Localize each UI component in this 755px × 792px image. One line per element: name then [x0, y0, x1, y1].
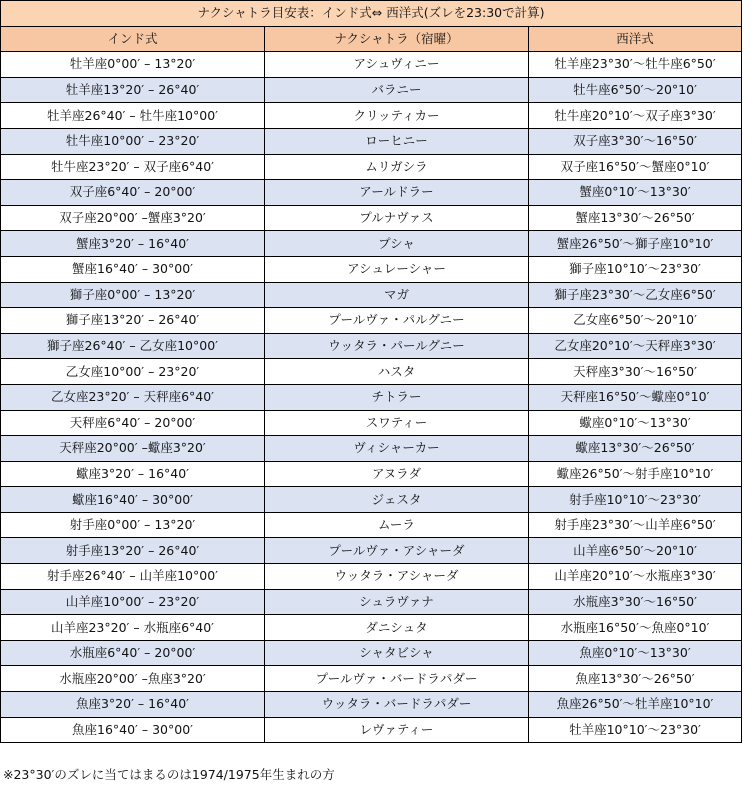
cell-indian: 魚座3°20′ – 16°40′ — [1, 692, 265, 718]
cell-western: 牡羊座10°10′～23°30′ — [529, 717, 742, 743]
cell-western: 牡羊座23°30′～牡牛座6°50′ — [529, 52, 742, 78]
header-row — [1, 26, 742, 52]
cell-indian: 獅子座13°20′ – 26°40′ — [1, 308, 265, 334]
cell-nakshatra: レヴァティー — [265, 717, 529, 743]
cell-nakshatra: ムーラ — [265, 512, 529, 538]
cell-western: 牡牛座20°10′～双子座3°30′ — [529, 103, 742, 129]
cell-nakshatra: プシャ — [265, 231, 529, 257]
cell-western: 魚座26°50′～牡羊座10°10′ — [529, 692, 742, 718]
table-row — [1, 52, 742, 78]
table-row — [1, 410, 742, 436]
cell-western: 獅子座23°30′～乙女座6°50′ — [529, 282, 742, 308]
cell-western: 蠍座0°10′～13°30′ — [529, 410, 742, 436]
cell-nakshatra: スワティー — [265, 410, 529, 436]
table-row — [1, 717, 742, 743]
cell-nakshatra: ウッタラ・アシャーダ — [265, 564, 529, 590]
cell-indian: 牡羊座26°40′ – 牡牛座10°00′ — [1, 103, 265, 129]
cell-nakshatra: チトラー — [265, 384, 529, 410]
cell-indian: 双子座20°00′ –蟹座3°20′ — [1, 205, 265, 231]
cell-nakshatra: アシュレーシャー — [265, 256, 529, 282]
table-row — [1, 308, 742, 334]
cell-western: 双子座16°50′～蟹座0°10′ — [529, 154, 742, 180]
table-row — [1, 640, 742, 666]
cell-nakshatra: ムリガシラ — [265, 154, 529, 180]
cell-western: 射手座23°30′～山羊座6°50′ — [529, 512, 742, 538]
cell-nakshatra: アシュヴィニー — [265, 52, 529, 78]
cell-indian: 射手座13°20′ – 26°40′ — [1, 538, 265, 564]
cell-nakshatra: プールヴァ・パルグニー — [265, 308, 529, 334]
cell-nakshatra: ヴィシャーカー — [265, 436, 529, 462]
footnote: ※23°30′のズレに当てはまるのは1974/1975年生まれの方 — [3, 767, 335, 782]
table-row — [1, 512, 742, 538]
table-row — [1, 154, 742, 180]
cell-nakshatra: ダニシュタ — [265, 615, 529, 641]
table-row — [1, 231, 742, 257]
table-row — [1, 359, 742, 385]
cell-nakshatra: ウッタラ・パールグニー — [265, 333, 529, 359]
cell-indian: 山羊座23°20′ – 水瓶座6°40′ — [1, 615, 265, 641]
table-row — [1, 461, 742, 487]
cell-indian: 天秤座6°40′ – 20°00′ — [1, 410, 265, 436]
table-row — [1, 333, 742, 359]
header-indian: インド式 — [1, 26, 265, 52]
cell-indian: 射手座26°40′ – 山羊座10°00′ — [1, 564, 265, 590]
cell-indian: 山羊座10°00′ – 23°20′ — [1, 589, 265, 615]
cell-western: 蠍座13°30′～26°50′ — [529, 436, 742, 462]
cell-nakshatra: シャタビシャ — [265, 640, 529, 666]
cell-western: 魚座0°10′～13°30′ — [529, 640, 742, 666]
table-row — [1, 128, 742, 154]
table-row — [1, 666, 742, 692]
cell-nakshatra: アヌラダ — [265, 461, 529, 487]
cell-western: 乙女座20°10′～天秤座3°30′ — [529, 333, 742, 359]
cell-nakshatra: アールドラー — [265, 180, 529, 206]
table-row — [1, 384, 742, 410]
cell-western: 乙女座6°50′～20°10′ — [529, 308, 742, 334]
cell-indian: 牡牛座23°20′ – 双子座6°40′ — [1, 154, 265, 180]
cell-western: 魚座13°30′～26°50′ — [529, 666, 742, 692]
cell-nakshatra: ジェスタ — [265, 487, 529, 513]
cell-indian: 牡羊座0°00′ – 13°20′ — [1, 52, 265, 78]
header-nakshatra: ナクシャトラ（宿曜） — [265, 26, 529, 52]
cell-nakshatra: ローヒニー — [265, 128, 529, 154]
cell-western: 水瓶座3°30′～16°50′ — [529, 589, 742, 615]
cell-indian: 蠍座3°20′ – 16°40′ — [1, 461, 265, 487]
cell-indian: 牡牛座10°00′ – 23°20′ — [1, 128, 265, 154]
cell-indian: 獅子座26°40′ – 乙女座10°00′ — [1, 333, 265, 359]
table-row — [1, 538, 742, 564]
cell-indian: 水瓶座20°00′ –魚座3°20′ — [1, 666, 265, 692]
cell-nakshatra: マガ — [265, 282, 529, 308]
cell-indian: 蠍座16°40′ – 30°00′ — [1, 487, 265, 513]
cell-indian: 魚座16°40′ – 30°00′ — [1, 717, 265, 743]
cell-indian: 獅子座0°00′ – 13°20′ — [1, 282, 265, 308]
cell-nakshatra: プールヴァ・アシャーダ — [265, 538, 529, 564]
cell-indian: 水瓶座6°40′ – 20°00′ — [1, 640, 265, 666]
cell-indian: 射手座0°00′ – 13°20′ — [1, 512, 265, 538]
cell-indian: 双子座6°40′ – 20°00′ — [1, 180, 265, 206]
table-row — [1, 77, 742, 103]
cell-indian: 蟹座3°20′ – 16°40′ — [1, 231, 265, 257]
table-row — [1, 256, 742, 282]
table-row — [1, 564, 742, 590]
cell-nakshatra: ウッタラ・バードラパダー — [265, 692, 529, 718]
cell-nakshatra: クリッティカー — [265, 103, 529, 129]
cell-western: 牡牛座6°50′～20°10′ — [529, 77, 742, 103]
table-row — [1, 692, 742, 718]
cell-nakshatra: シュラヴァナ — [265, 589, 529, 615]
title-row — [1, 1, 742, 27]
table-row — [1, 103, 742, 129]
cell-indian: 乙女座23°20′ – 天秤座6°40′ — [1, 384, 265, 410]
header-western: 西洋式 — [529, 26, 742, 52]
cell-indian: 天秤座20°00′ –蠍座3°20′ — [1, 436, 265, 462]
table-row — [1, 487, 742, 513]
table-row — [1, 205, 742, 231]
cell-nakshatra: プールヴァ・バードラパダー — [265, 666, 529, 692]
cell-indian: 蟹座16°40′ – 30°00′ — [1, 256, 265, 282]
table-title: ナクシャトラ目安表：インド式⇔ 西洋式(ズレを23:30で計算) — [1, 1, 742, 27]
table-row — [1, 589, 742, 615]
table-row — [1, 282, 742, 308]
cell-western: 山羊座20°10′～水瓶座3°30′ — [529, 564, 742, 590]
cell-indian: 牡羊座13°20′ – 26°40′ — [1, 77, 265, 103]
cell-western: 蟹座0°10′～13°30′ — [529, 180, 742, 206]
cell-western: 天秤座16°50′～蠍座0°10′ — [529, 384, 742, 410]
cell-western: 双子座3°30′～16°50′ — [529, 128, 742, 154]
cell-western: 蠍座26°50′～射手座10°10′ — [529, 461, 742, 487]
table-body — [1, 1, 742, 743]
cell-indian: 乙女座10°00′ – 23°20′ — [1, 359, 265, 385]
cell-western: 山羊座6°50′～20°10′ — [529, 538, 742, 564]
cell-western: 蟹座13°30′～26°50′ — [529, 205, 742, 231]
cell-western: 水瓶座16°50′～魚座0°10′ — [529, 615, 742, 641]
cell-nakshatra: バラニー — [265, 77, 529, 103]
cell-western: 射手座10°10′～23°30′ — [529, 487, 742, 513]
cell-western: 獅子座10°10′～23°30′ — [529, 256, 742, 282]
table-row — [1, 180, 742, 206]
cell-nakshatra: プルナヴァス — [265, 205, 529, 231]
cell-nakshatra: ハスタ — [265, 359, 529, 385]
table-row — [1, 436, 742, 462]
cell-western: 天秤座3°30′～16°50′ — [529, 359, 742, 385]
table-row — [1, 615, 742, 641]
cell-western: 蟹座26°50′～獅子座10°10′ — [529, 231, 742, 257]
